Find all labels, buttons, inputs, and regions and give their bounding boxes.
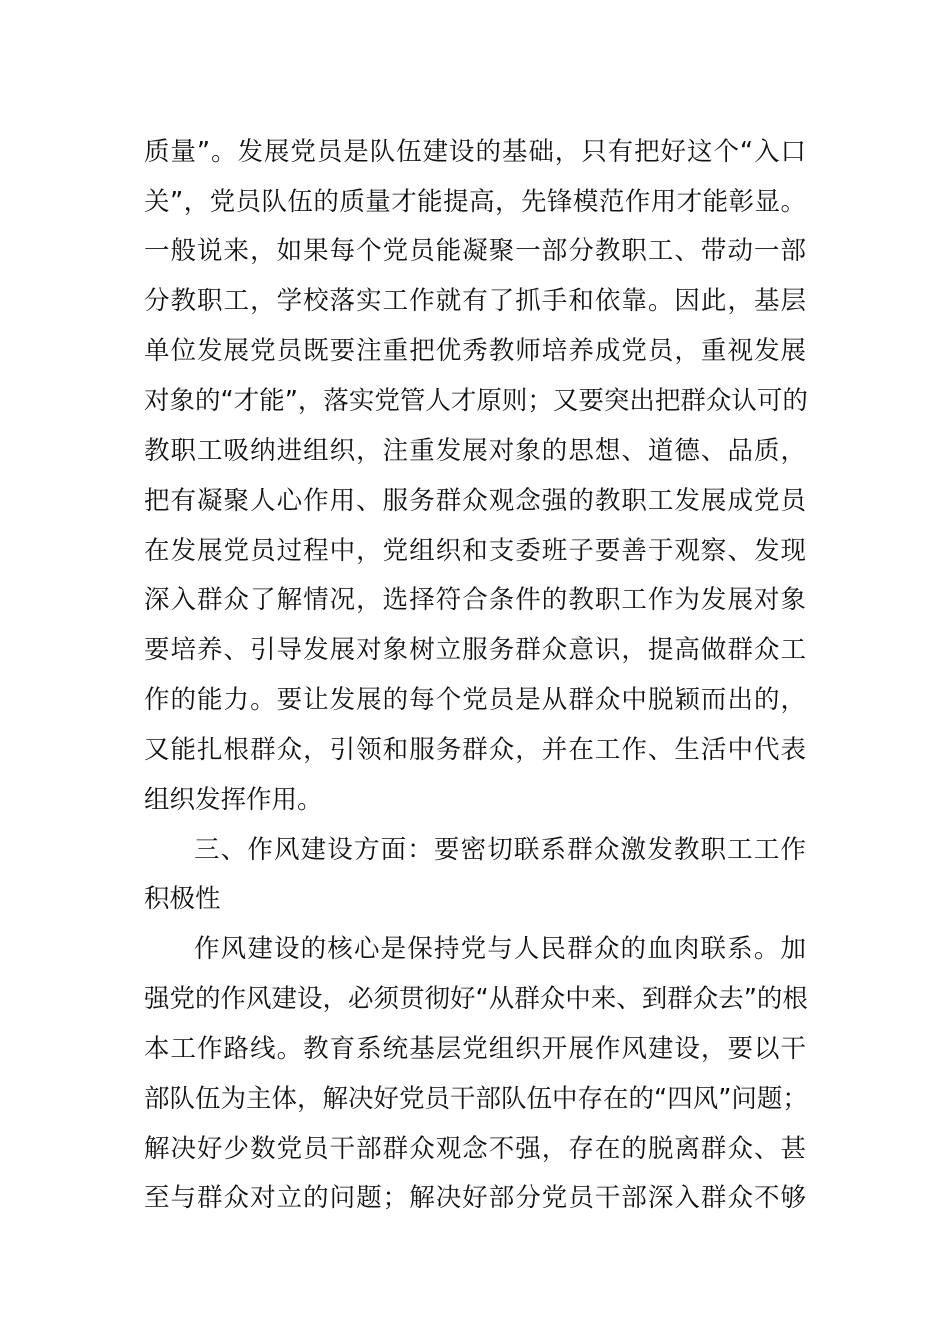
text-line-19: 本工作路线。教育系统基层党组织开展作风建设，要以干 <box>144 1034 806 1064</box>
text-line-11: 要培养、引导发展对象树立服务群众意识，提高做群众工 <box>144 635 806 665</box>
text-line-22: 至与群众对立的问题；解决好部分党员干部深入群众不够 <box>144 1183 806 1213</box>
text-line-18: 强党的作风建设，必须贯彻好“从群众中来、到群众去”的根 <box>144 984 808 1014</box>
text-line-21: 解决好少数党员干部群众观念不强，存在的脱离群众、甚 <box>144 1134 806 1164</box>
text-line-10: 深入群众了解情况，选择符合条件的教职工作为发展对象 <box>144 585 806 615</box>
text-line-7: 教职工吸纳进组织，注重发展对象的思想、道德、品质， <box>144 436 806 466</box>
text-line-3: 一般说来，如果每个党员能凝聚一部分教职工、带动一部 <box>144 236 806 266</box>
text-line-4: 分教职工，学校落实工作就有了抓手和依靠。因此，基层 <box>144 286 806 316</box>
text-line-20: 部队伍为主体，解决好党员干部队伍中存在的“四风”问题； <box>144 1084 808 1114</box>
text-line-14: 组织发挥作用。 <box>144 785 323 815</box>
text-line-8: 把有凝聚人心作用、服务群众观念强的教职工发展成党员 <box>144 486 806 516</box>
text-line-17: 作风建设的核心是保持党与人民群众的血肉联系。加 <box>194 934 806 964</box>
text-line-13: 又能扎根群众，引领和服务群众，并在工作、生活中代表 <box>144 735 806 765</box>
text-line-6: 对象的“才能”，落实党管人才原则；又要突出把群众认可的 <box>144 386 808 416</box>
text-line-2: 关”，党员队伍的质量才能提高，先锋模范作用才能彰显。 <box>144 187 806 217</box>
text-line-5: 单位发展党员既要注重把优秀教师培养成党员，重视发展 <box>144 336 806 366</box>
section-heading-line-2: 积极性 <box>144 884 221 914</box>
text-line-9: 在发展党员过程中，党组织和支委班子要善于观察、发现 <box>144 536 806 566</box>
text-line-1: 质量”。发展党员是队伍建设的基础，只有把好这个“入口 <box>144 137 806 167</box>
section-heading-line-1: 三、作风建设方面：要密切联系群众激发教职工工作 <box>194 835 806 865</box>
text-line-12: 作的能力。要让发展的每个党员是从群众中脱颖而出的， <box>144 685 806 715</box>
